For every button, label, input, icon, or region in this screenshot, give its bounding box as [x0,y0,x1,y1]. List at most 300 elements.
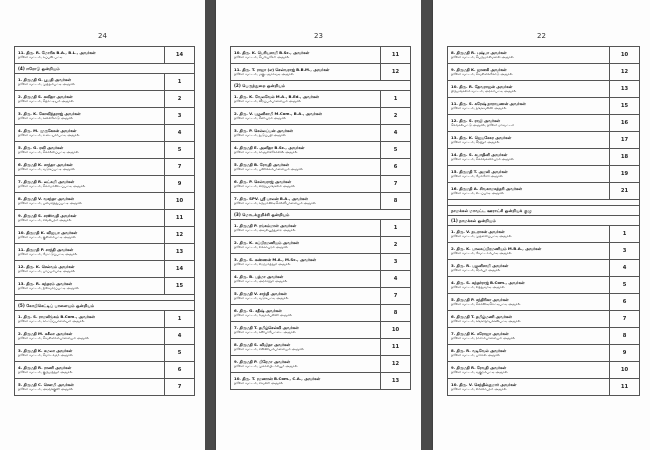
member-table [230,46,411,390]
member-address: தலேம் வட்டம், சீனாபுரம் அஞ்சல் [234,116,286,121]
member-address: தலேம் வட்டம், சின்னியம்பாளையம் அஞ்சல் [234,347,304,352]
member-name: 5. திருமதி B. ரேவதி அவர்கள் [234,161,289,167]
member-name: 3. திரு. R. பழனிசாமி அவர்கள் [451,262,509,268]
member-name: 5. திருமதி P. சந்திரிகா அவர்கள் [451,296,509,302]
member-name: 4. திரு. B. பத்மா அவர்கள் [234,273,283,279]
member-cell [448,115,610,132]
member-name: 1. திரு. S. ராமலிங்கம் B.Com., அவர்கள் [18,313,95,319]
ward-number: 9 [165,176,195,193]
member-cell [15,362,165,379]
ward-number: 2 [381,237,411,254]
member-row [448,98,640,115]
member-name: 4. திருமதி E. அனிதா B.Sc., அவர்கள் [234,144,305,150]
ward-number: 12 [381,64,411,81]
member-row [231,108,411,125]
member-row [15,142,195,159]
member-address: தலேம் வட்டம், பனமரத்துப்பட்டி அஞ்சல் [18,201,82,206]
member-name: 5. திரு. G. ரவி அவர்கள் [18,144,64,150]
ward-number: 10 [610,362,640,379]
ward-number: 6 [381,159,411,176]
member-cell [448,311,610,328]
member-row [231,305,411,322]
ward-number: 14 [165,261,195,278]
member-row [231,47,411,64]
member-row [15,125,195,142]
member-row [231,339,411,356]
member-name: 10. திரு. T. ரமணான் B.Com., C.A., அவர்கள் [234,375,321,381]
ward-number: 19 [610,166,640,183]
member-row [448,47,640,64]
member-name: 2. திரு. V. பழனிசாமி M.Com., B.A., அவர்கள் [234,110,322,116]
member-cell [448,345,610,362]
heading-text: (1) நாமக்கல் ஒன்றியம் [451,217,496,223]
member-cell [231,176,381,193]
member-row [448,243,640,260]
member-address: தலேம் வட்டம், எழுமாத்தூர் அஞ்சல் [234,262,291,267]
member-name: 1. திருமதி P. ரங்கம்மாள் அவர்கள் [234,222,297,228]
section-heading [15,64,195,74]
member-name: 1. திரு. V. நடராசன் அவர்கள் [451,228,505,234]
member-cell [231,237,381,254]
member-row [15,345,195,362]
member-name: 1. திருமதி G. பூபதி அவர்கள் [18,76,71,82]
member-name: 6. திருமதி T. தமிழ்மணி அவர்கள் [451,313,512,319]
member-row [231,237,411,254]
member-name: 8. திரு. R. வடிவேல் அவர்கள் [451,347,507,353]
member-address: தலேம் வட்டம், விஜயமங்கலம் அஞ்சல் [234,184,295,189]
member-cell [231,305,381,322]
section-heading-row [231,210,411,220]
member-cell [448,379,610,396]
member-address: தலேம் வட்டம், காஞ்சிக்கோவில் அஞ்சல் [234,150,298,155]
member-row [448,294,640,311]
member-cell [448,132,610,149]
member-row [15,311,195,328]
member-cell [15,74,165,91]
member-address: தலேம் வட்டம், கஸ்பாபேட்டை அஞ்சல் [234,330,296,335]
ward-number: 1 [165,311,195,328]
district-title [448,206,640,216]
section-heading [15,301,195,311]
member-name: 11. திரு. R. மோரிசு B.A., B.L., அவர்கள் [18,49,96,55]
member-address: தலேம் வட்டம், அவல்பூந்துறை அஞ்சல் [234,228,296,233]
ward-number: 8 [610,328,640,345]
member-address: தலேம் வட்டம், மகுடஞ்சாவடி அஞ்சல் [234,72,294,77]
ward-number: 4 [165,125,195,142]
member-row [15,108,195,125]
member-row [231,193,411,210]
member-row [15,379,195,396]
member-row [231,373,411,390]
member-address: தலேம் வட்டம், காட்டுப்பாளையம் அஞ்சல் [18,319,85,324]
member-name: 3. திரு. P. செல்லப்பன் அவர்கள் [234,127,293,133]
member-cell [448,47,610,64]
member-cell [15,379,165,396]
member-address: தலேம் வட்டம், வேட்டாம்பாடி அஞ்சல் [451,251,512,256]
member-row [15,74,195,91]
member-cell [231,125,381,142]
member-cell [15,210,165,227]
ward-number: 8 [381,193,411,210]
member-cell [15,47,165,64]
member-cell [15,159,165,176]
member-address: தலேம் வட்டம், மேச்சேரி அஞ்சல் [451,174,503,179]
page-number: 24 [98,32,107,40]
ward-number: 7 [381,288,411,305]
member-name: 13. திரு. K. ஜெயசேகர அவர்கள் [451,134,512,140]
member-address: தலேம் வட்டம், கருமாண்டிசெல்லிபாளையம் அஞ்சல் [234,201,316,206]
member-row [15,362,195,379]
member-name: 11. திரு. S. சுரேஷ் நாராயணன் அவர்கள் [451,100,526,106]
member-cell [15,193,165,210]
ward-number: 15 [610,98,640,115]
member-address: தலேம் வட்டம், பாச்சல் அஞ்சல் [451,353,500,358]
member-row [15,176,195,193]
ward-number: 15 [165,278,195,295]
member-row [448,149,640,166]
member-cell [231,64,381,81]
member-row [231,220,411,237]
member-name: 7. திருமதி K. சரோஜா அவர்கள் [451,330,509,336]
member-row [448,362,640,379]
member-cell [231,356,381,373]
member-row [15,193,195,210]
member-row [15,210,195,227]
member-cell [448,166,610,183]
member-table-body [448,47,640,396]
member-address: தலேம் வட்டம், ஈஞ்சம்பள்ளி அஞ்சல் [234,313,292,318]
ward-number: 3 [165,108,195,125]
member-address: தலேம் வட்டம், அரச்சலூர் அஞ்சல் [234,279,288,284]
member-table [14,46,195,396]
ward-number: 11 [381,339,411,356]
member-address: தலேம் வட்டம், கங்காநாயக்கன்பட்டி அஞ்சல் [451,319,521,324]
member-cell [231,271,381,288]
ward-number: 7 [165,379,195,396]
ward-number: 3 [381,254,411,271]
member-cell [231,322,381,339]
member-name: 4. திருமதி R. ராணி அவர்கள் [18,364,72,370]
ward-number: 13 [381,373,411,390]
document-page-22 [433,0,650,450]
member-cell [15,328,165,345]
member-row [448,226,640,243]
member-cell [15,142,165,159]
heading-text: (4) ஈரோடு ஒன்றியம் [18,65,60,71]
ward-number: 4 [381,271,411,288]
member-address: தலேம் வட்டம், கீரனூர் அஞ்சல் [451,140,500,145]
ward-number: 5 [165,142,195,159]
member-row [448,183,640,200]
member-address: தலேம் வட்டம், கொங்கணாபுரம் அஞ்சல் [451,157,514,162]
member-name: 2. திரு. K. சுப்பிரமணியம் அவர்கள் [234,239,299,245]
member-table-body [15,47,195,396]
ward-number: 11 [610,379,640,396]
member-name: 9. திருமதி P. பிரேமா அவர்கள் [234,358,290,364]
ward-number: 3 [610,243,640,260]
ward-number: 16 [610,115,640,132]
member-name: 14. திரு. S. சுபாதினி அவர்கள் [451,151,508,157]
member-name: 1. திரு. K. வேலவேல் M.A., B.Ed., அவர்கள் [234,93,319,99]
member-name: 7. திருமதி T. தமிழ்செல்வி அவர்கள் [234,324,299,330]
heading-text: (2) பெருந்துறை ஒன்றியம் [234,82,286,88]
member-row [15,328,195,345]
member-name: 3. திரு. S. கண்ணன் M.A., M.Sc., அவர்கள் [234,256,316,262]
member-name: 3. திரு. K. கோவிந்தராஜ் அவர்கள் [18,110,81,116]
member-cell [15,244,165,261]
member-cell [231,108,381,125]
section-heading-row [15,64,195,74]
member-address: தலேம் வட்டம், நங்கவள்ளி அஞ்சல் [451,106,507,111]
ward-number: 7 [381,176,411,193]
ward-number: 9 [610,345,640,362]
section-heading [231,210,411,220]
member-cell [448,183,610,200]
document-page-23 [216,0,421,450]
member-cell [448,294,610,311]
member-name: 13. திரு. R. சுந்தரம் அவர்கள் [18,280,72,286]
member-name: 8. திருமதி S. விஜிதா அவர்கள் [234,341,291,347]
member-name: 2. திருமதி S. கவிதா அவர்கள் [18,93,73,99]
ward-number: 11 [165,210,195,227]
member-name: 7. திருமதி R. லட்சுமி அவர்கள் [18,178,75,184]
member-name: 4. திரு. M. முருகேசன் அவர்கள் [18,127,77,133]
document-page-24 [0,0,205,450]
heading-text: (5) கோபிசெட்டிப் பாளையம் ஒன்றியம் [18,302,95,308]
member-address: தலேம் வட்டம், மேட்டுப்பட்டி அஞ்சல் [18,252,78,257]
member-cell [231,220,381,237]
member-cell [231,339,381,356]
ward-number: 12 [381,356,411,373]
member-name: 9. திருமதி S. சரஸ்வதி அவர்கள் [18,212,77,218]
member-name: 16. திருமதி A. சிவகாமசுந்தரி அவர்கள் [451,185,522,191]
ward-number: 14 [165,47,195,64]
member-address: தலேம் வட்டம், வகுரம்பட்டி அஞ்சல் [451,370,508,375]
member-row [231,356,411,373]
member-row [448,345,640,362]
ward-number: 18 [610,149,640,166]
member-address: தலேம் வட்டம், முதலைப்பட்டி அஞ்சல் [451,234,512,239]
heading-text: (3) மொடக்குறிச்சி ஒன்றியம் [234,211,290,217]
ward-number: 10 [381,322,411,339]
member-name: 8. திருமதி R. புஷ்பா அவர்கள் [451,49,507,55]
member-address: தலேம் வட்டம், கொண்டிசெட்டிபட்டி அஞ்சல் [451,302,521,307]
member-row [448,379,640,396]
member-cell [15,227,165,244]
member-row [15,261,195,278]
ward-number: 13 [610,81,640,98]
section-heading-row [15,301,195,311]
ward-number: 8 [381,305,411,322]
ward-number: 17 [610,132,640,149]
member-address: தலேம் வட்டம், கனக்கோடு அஞ்சல் [18,116,73,121]
page-gutter [421,0,433,450]
member-name: 10. திரு. V. செந்தில்குமார் அவர்கள் [451,381,517,387]
member-name: 12. திரு. S. ராஜி அவர்கள் [451,117,500,123]
ward-number: 2 [381,108,411,125]
member-cell [448,98,610,115]
member-address: தலேம் வட்டம், எடப்பாடி அஞ்சல் [451,191,504,196]
member-row [231,322,411,339]
member-address: திருமங்கலம் வட்டம், அரசம்பட்டி அஞ்சல் [451,89,517,94]
member-row [448,260,640,277]
ward-number: 5 [381,142,411,159]
member-cell [231,47,381,64]
member-address: தலேம் வட்டம், உடையார்பட்டி அஞ்சல் [18,133,80,138]
heading-text: நாமக்கல் மாவட்ட ஊராட்சி ஒன்றியக் குழு [451,207,532,213]
member-address: தலேம் வட்டம், ராசாம்பாளையம் அஞ்சல் [451,336,516,341]
member-cell [15,176,165,193]
member-cell [448,328,610,345]
member-address: தலேம் வட்டம், துடுப்பதி அஞ்சல் [234,133,286,138]
member-row [448,328,640,345]
ward-number: 5 [165,345,195,362]
member-cell [448,362,610,379]
member-address: தலேம் வட்டம், மொடச்சூர் அஞ்சல் [18,353,73,358]
member-cell [15,91,165,108]
ward-number: 13 [165,244,195,261]
member-cell [231,254,381,271]
ward-number: 12 [610,64,640,81]
member-address: தலேம் வட்டம், குள்ளம்பட்டி அஞ்சல் [18,235,76,240]
member-name: 11. திருமதி P. சாந்தி அவர்கள் [18,246,73,252]
member-row [448,81,640,98]
ward-number: 1 [381,220,411,237]
member-name: 3. திருமதி K. கமலா அவர்கள் [18,347,73,353]
member-cell [15,278,165,295]
page-number: 23 [314,32,323,40]
member-cell [15,108,165,125]
member-address: தலேம் வட்டம், வீரப்பம்பாளையம் அஞ்சல் [234,99,301,104]
ward-number: 4 [381,125,411,142]
member-cell [231,142,381,159]
member-table-body [231,47,411,390]
member-cell [231,288,381,305]
member-cell [448,226,610,243]
member-address: தலேம் வட்டம், கொல்லப்பட்டி அஞ்சல் [18,150,79,155]
member-row [15,91,195,108]
member-address: தலேம் வட்டம், வெள்ளாளபாளையம் அஞ்சல் [18,336,89,341]
member-name: 10. திரு. R. தேவராஜன் அவர்கள் [451,83,513,89]
member-address: தலேம் வட்டம், பெருமாள்மலை அஞ்சல் [451,55,514,60]
member-address: தலேம் வட்டம், எர்ணாபுரம் அஞ்சல் [451,387,507,392]
member-address: தலேம் வட்டம், வடுகபட்டி அஞ்சல் [234,296,289,301]
member-row [448,132,640,149]
member-name: 12. திரு. K. செல்வம் அவர்கள் [18,263,75,269]
member-cell [231,159,381,176]
member-address: தலேம் வட்டம், குருமந்தூர் அஞ்சல் [18,370,73,375]
member-name: 15. திருமதி T. அமலி அவர்கள் [451,168,508,174]
member-row [448,64,640,81]
ward-number: 1 [165,74,195,91]
member-row [15,159,195,176]
member-row [15,47,195,64]
ward-number: 11 [381,47,411,64]
member-name: 4. திரு. S. சுந்தர்ராஜ் B.Com., அவர்கள் [451,279,525,285]
member-row [448,277,640,294]
ward-number: 7 [165,159,195,176]
member-address: தலேம் வட்டம், வடுகப்பட்டி அஞ்சல் [18,167,75,172]
member-row [15,244,195,261]
member-cell [448,260,610,277]
member-address: தலேம் வட்டம், தொட்டியம் அஞ்சல் [18,99,74,104]
member-address: தலேம் வட்டம், முகாசிபிடாரியூர் அஞ்சல் [234,364,298,369]
member-name: 6. திரு. G. சதீஷ் அவர்கள் [234,307,282,313]
member-address: தலேம் வட்டம், வெள்ளக்கோடு அஞ்சல் [451,72,513,77]
member-cell [448,149,610,166]
member-cell [231,373,381,390]
member-address: தலேம் வட்டம், லக்காபுரம் அஞ்சல் [234,245,288,250]
page-gutter [205,0,216,450]
ward-number: 6 [165,362,195,379]
member-row [231,91,411,108]
member-address: தலேம் வட்டம், சிங்கிபுரம் அஞ்சல் [18,218,72,223]
member-row [231,125,411,142]
member-cell [448,81,610,98]
member-name: 2. திரு. K. பாலசுப்பிரமணியம் M.B.A., அவர்கள் [451,245,542,251]
member-row [15,278,195,295]
member-row [231,159,411,176]
member-name: 8. திருமதி V. வசந்தா அவர்கள் [18,195,74,201]
member-name: 5. திருமதி C. சௌமி அவர்கள் [18,381,74,387]
member-address: தலேம் வட்டம், பாப்பம்பாடி அஞ்சல் [18,269,76,274]
member-cell [15,345,165,362]
member-row [15,227,195,244]
member-address: தலேம் வட்டம், சுப்பன் பட்டி [18,55,63,60]
member-name: 6. திருமதி K. சாந்தா அவர்கள் [18,161,73,167]
member-row [231,142,411,159]
member-row [231,176,411,193]
member-address: தலேம் வட்டம், நிலவாரப்பட்டி அஞ்சல் [18,286,79,291]
member-address: தலேம் வட்டம், லத்துவாடி அஞ்சல் [451,285,505,290]
member-cell [15,261,165,278]
ward-number: 6 [610,294,640,311]
member-address: தலேம் வட்டம், பணிக்கம்பாளையம் அஞ்சல் [234,167,303,172]
district-title-row [448,206,640,216]
member-name: 7. திரு. SPV. ஸ்ரீ பாலன் B.A., அவர்கள் [234,195,308,201]
member-cell [231,91,381,108]
member-row [448,115,640,132]
ward-number: 1 [381,91,411,108]
member-row [231,288,411,305]
ward-number: 1 [610,226,640,243]
ward-number: 4 [165,328,195,345]
ward-number: 10 [610,47,640,64]
section-heading [448,216,640,226]
member-cell [15,125,165,142]
member-name: 6. திரு. P. செல்வராஜ் அவர்கள் [234,178,291,184]
member-name: 9. திருமதி K. ஜானகி அவர்கள் [451,66,507,72]
ward-number: 5 [610,277,640,294]
member-cell [448,277,610,294]
member-row [448,311,640,328]
member-name: 9. திருமதி R. ரேவதி அவர்கள் [451,364,507,370]
ward-number: 4 [610,260,640,277]
page-number: 22 [537,32,546,40]
member-address: தலேம் வட்டம், அளுக்குளி அஞ்சல் [18,387,73,392]
ward-number: 10 [165,193,195,210]
ward-number: 7 [610,311,640,328]
member-row [231,271,411,288]
member-address: தலேம் வட்டம், சிவகிரி அஞ்சல் [234,381,284,386]
member-row [448,166,640,183]
member-name: 10. திருமதி K. விஜயா அவர்கள் [18,229,78,235]
section-heading-row [231,81,411,91]
member-name: 2. திருமதி M. சுசீலா அவர்கள் [18,330,73,336]
member-table [447,46,640,396]
ward-number: 12 [165,227,195,244]
member-address: செங்கல்பட்டு அஞ்சல், தலேம் மாவட்டம் [451,123,515,128]
